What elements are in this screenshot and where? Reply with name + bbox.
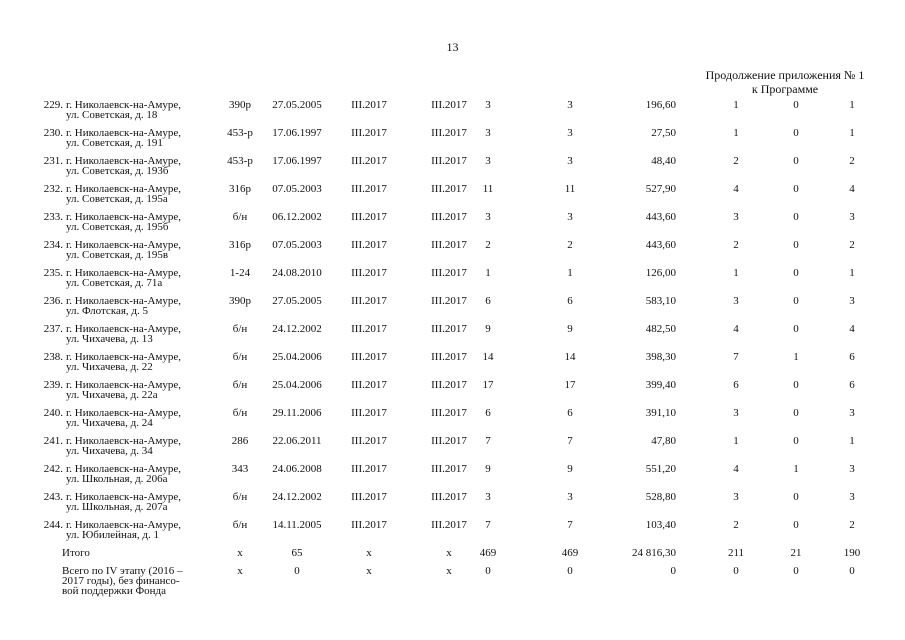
row-value-p2: 0 (793, 519, 799, 531)
row-document-number: б/н (232, 491, 248, 503)
row-value-a: 3 (485, 155, 491, 167)
stage-completion-date: х (446, 565, 452, 577)
row-value-p2: 0 (793, 183, 799, 195)
row-number: 241. (43, 435, 63, 447)
appendix-caption (690, 68, 880, 96)
row-value-b: 3 (567, 491, 573, 503)
row-document-number: б/н (232, 519, 248, 531)
row-value-p3: 6 (849, 379, 855, 391)
total-planned-date: х (366, 547, 372, 559)
row-number: 240. (43, 407, 63, 419)
row-value-p1: 2 (733, 519, 739, 531)
row-value-p1: 1 (733, 127, 739, 139)
row-document-number: б/н (232, 351, 248, 363)
total-value-a: 469 (479, 547, 497, 559)
row-value-a: 6 (485, 295, 491, 307)
row-document-date: 17.06.1997 (272, 155, 322, 167)
page-number: 13 (446, 40, 459, 54)
row-address (66, 436, 226, 456)
row-value-b: 3 (567, 99, 573, 111)
row-value-b: 7 (567, 435, 573, 447)
row-address (66, 408, 226, 428)
row-area: 196,60 (645, 99, 676, 111)
row-address (66, 520, 226, 540)
data-table (0, 98, 905, 608)
row-value-a: 7 (485, 519, 491, 531)
row-address (66, 156, 226, 176)
table-row (0, 378, 905, 406)
row-value-p2: 0 (793, 211, 799, 223)
table-row (0, 210, 905, 238)
address-line-1: г. Николаевск-на-Амуре, (66, 491, 181, 503)
address-line-1: г. Николаевск-на-Амуре, (66, 267, 181, 279)
table-row (0, 98, 905, 126)
stage-value-b: 0 (567, 565, 573, 577)
row-value-p3: 4 (849, 323, 855, 335)
address-line-1: г. Николаевск-на-Амуре, (66, 351, 181, 363)
row-area: 47,80 (651, 435, 676, 447)
table-row (0, 322, 905, 350)
row-value-p2: 0 (793, 127, 799, 139)
row-value-p1: 4 (733, 463, 739, 475)
address-line-1: г. Николаевск-на-Амуре, (66, 295, 181, 307)
row-document-number: 390р (229, 99, 251, 111)
address-line-2: ул. Чихачева, д. 24 (66, 417, 153, 429)
row-value-b: 17 (564, 379, 576, 391)
address-line-1: г. Николаевск-на-Амуре, (66, 519, 181, 531)
address-line-2: ул. Юбилейная, д. 1 (66, 529, 159, 541)
row-planned-date: III.2017 (351, 295, 387, 307)
row-number: 239. (43, 379, 63, 391)
row-value-b: 7 (567, 519, 573, 531)
row-value-b: 9 (567, 323, 573, 335)
row-value-a: 3 (485, 127, 491, 139)
total-label: Итого (62, 547, 90, 559)
row-completion-date: III.2017 (431, 183, 467, 195)
row-area: 399,40 (645, 379, 676, 391)
row-completion-date: III.2017 (431, 211, 467, 223)
stage-area: 0 (670, 565, 676, 577)
row-address (66, 212, 226, 232)
row-number: 235. (43, 267, 63, 279)
row-number: 242. (43, 463, 63, 475)
row-document-date: 07.05.2003 (272, 183, 322, 195)
stage-total-row (0, 564, 905, 608)
row-document-date: 07.05.2003 (272, 239, 322, 251)
row-value-p2: 0 (793, 323, 799, 335)
row-area: 391,10 (645, 407, 676, 419)
row-document-date: 17.06.1997 (272, 127, 322, 139)
row-value-a: 14 (482, 351, 494, 363)
row-value-b: 1 (567, 267, 573, 279)
row-number: 244. (43, 519, 63, 531)
row-address (66, 464, 226, 484)
row-value-p3: 3 (849, 295, 855, 307)
row-completion-date: III.2017 (431, 435, 467, 447)
row-address (66, 100, 226, 120)
row-number: 234. (43, 239, 63, 251)
row-value-a: 11 (482, 183, 494, 195)
row-address (66, 492, 226, 512)
stage-planned-date: х (366, 565, 372, 577)
address-line-1: г. Николаевск-на-Амуре, (66, 323, 181, 335)
table-row (0, 518, 905, 546)
row-value-p2: 0 (793, 99, 799, 111)
address-line-1: г. Николаевск-на-Амуре, (66, 379, 181, 391)
row-completion-date: III.2017 (431, 99, 467, 111)
row-number: 243. (43, 491, 63, 503)
row-completion-date: III.2017 (431, 323, 467, 335)
row-planned-date: III.2017 (351, 407, 387, 419)
address-line-2: ул. Советская, д. 195в (66, 249, 169, 261)
row-area: 126,00 (645, 267, 676, 279)
row-value-a: 6 (485, 407, 491, 419)
row-planned-date: III.2017 (351, 267, 387, 279)
row-document-date: 22.06.2011 (272, 435, 322, 447)
table-row (0, 294, 905, 322)
stage-label-line-3: вой поддержки Фонда (62, 585, 167, 597)
row-value-p1: 2 (733, 155, 739, 167)
row-value-p3: 2 (849, 239, 855, 251)
table-row (0, 182, 905, 210)
row-value-p2: 0 (793, 435, 799, 447)
row-value-b: 3 (567, 127, 573, 139)
row-value-p3: 1 (849, 435, 855, 447)
row-planned-date: III.2017 (351, 99, 387, 111)
row-value-p2: 1 (793, 351, 799, 363)
address-line-1: г. Николаевск-на-Амуре, (66, 99, 181, 111)
row-planned-date: III.2017 (351, 491, 387, 503)
row-value-p2: 0 (793, 379, 799, 391)
row-document-number: 453-р (227, 155, 253, 167)
row-document-date: 14.11.2005 (272, 519, 322, 531)
address-line-2: ул. Чихачева, д. 22а (66, 389, 158, 401)
row-value-a: 2 (485, 239, 491, 251)
total-document-date: 65 (291, 547, 303, 559)
row-value-p2: 0 (793, 239, 799, 251)
row-planned-date: III.2017 (351, 435, 387, 447)
total-value-p1: 211 (727, 547, 745, 559)
row-value-p1: 4 (733, 323, 739, 335)
row-planned-date: III.2017 (351, 127, 387, 139)
row-planned-date: III.2017 (351, 351, 387, 363)
row-planned-date: III.2017 (351, 379, 387, 391)
address-line-2: ул. Советская, д. 195а (66, 193, 168, 205)
row-container (0, 98, 905, 546)
row-value-a: 9 (485, 323, 491, 335)
address-line-2: ул. Советская, д. 191 (66, 137, 163, 149)
address-line-2: ул. Школьная, д. 206а (66, 473, 168, 485)
row-value-p3: 1 (849, 267, 855, 279)
total-document-number: х (237, 547, 243, 559)
row-value-a: 1 (485, 267, 491, 279)
row-area: 482,50 (645, 323, 676, 335)
row-area: 443,60 (645, 211, 676, 223)
address-line-1: г. Николаевск-на-Амуре, (66, 407, 181, 419)
row-document-number: б/н (232, 211, 248, 223)
row-document-date: 24.08.2010 (272, 267, 322, 279)
address-line-2: ул. Чихачева, д. 22 (66, 361, 153, 373)
row-completion-date: III.2017 (431, 379, 467, 391)
row-completion-date: III.2017 (431, 519, 467, 531)
row-value-p2: 0 (793, 295, 799, 307)
row-area: 103,40 (645, 519, 676, 531)
row-value-b: 3 (567, 155, 573, 167)
row-area: 398,30 (645, 351, 676, 363)
row-address (66, 380, 226, 400)
row-value-p2: 0 (793, 155, 799, 167)
row-completion-date: III.2017 (431, 267, 467, 279)
row-value-a: 3 (485, 211, 491, 223)
total-area: 24 816,30 (632, 547, 676, 559)
stage-label-line-1: Всего по IV этапу (2016 – (62, 565, 183, 577)
row-document-number: 316р (229, 239, 251, 251)
row-document-date: 29.11.2006 (272, 407, 322, 419)
row-value-b: 2 (567, 239, 573, 251)
row-planned-date: III.2017 (351, 519, 387, 531)
row-value-p3: 1 (849, 127, 855, 139)
stage-document-number: х (237, 565, 243, 577)
address-line-1: г. Николаевск-на-Амуре, (66, 211, 181, 223)
row-area: 527,90 (645, 183, 676, 195)
row-document-number: 453-р (227, 127, 253, 139)
row-area: 443,60 (645, 239, 676, 251)
row-document-date: 06.12.2002 (272, 211, 322, 223)
table-row (0, 266, 905, 294)
row-area: 551,20 (645, 463, 676, 475)
total-value-b: 469 (561, 547, 579, 559)
row-value-p3: 4 (849, 183, 855, 195)
total-completion-date: х (446, 547, 452, 559)
table-row (0, 462, 905, 490)
address-line-2: ул. Советская, д. 18 (66, 109, 158, 121)
row-address (66, 240, 226, 260)
row-area: 528,80 (645, 491, 676, 503)
row-value-p3: 6 (849, 351, 855, 363)
row-completion-date: III.2017 (431, 127, 467, 139)
row-document-number: 1-24 (229, 267, 251, 279)
row-planned-date: III.2017 (351, 323, 387, 335)
row-completion-date: III.2017 (431, 491, 467, 503)
address-line-2: ул. Советская, д. 195б (66, 221, 169, 233)
table-row (0, 350, 905, 378)
row-number: 237. (43, 323, 63, 335)
address-line-1: г. Николаевск-на-Амуре, (66, 239, 181, 251)
row-address (66, 296, 226, 316)
row-address (66, 184, 226, 204)
row-value-p1: 3 (733, 211, 739, 223)
row-document-number: б/н (232, 323, 248, 335)
row-value-p3: 2 (849, 519, 855, 531)
row-value-a: 17 (482, 379, 494, 391)
address-line-1: г. Николаевск-на-Амуре, (66, 127, 181, 139)
row-value-p1: 1 (733, 99, 739, 111)
row-value-p3: 1 (849, 99, 855, 111)
row-number: 229. (43, 99, 63, 111)
row-document-date: 25.04.2006 (272, 379, 322, 391)
table-row (0, 126, 905, 154)
row-address (66, 268, 226, 288)
row-document-date: 24.12.2002 (272, 491, 322, 503)
row-document-date: 24.12.2002 (272, 323, 322, 335)
row-value-p3: 3 (849, 491, 855, 503)
stage-value-p2: 0 (793, 565, 799, 577)
row-value-p1: 7 (733, 351, 739, 363)
row-value-b: 6 (567, 295, 573, 307)
row-document-date: 25.04.2006 (272, 351, 322, 363)
row-document-number: 343 (231, 463, 249, 475)
row-value-b: 14 (564, 351, 576, 363)
row-number: 232. (43, 183, 63, 195)
row-completion-date: III.2017 (431, 463, 467, 475)
row-value-p2: 0 (793, 407, 799, 419)
row-value-p1: 6 (733, 379, 739, 391)
row-value-a: 3 (485, 491, 491, 503)
address-line-2: ул. Флотская, д. 5 (66, 305, 149, 317)
row-document-date: 24.06.2008 (272, 463, 322, 475)
row-document-number: 390р (229, 295, 251, 307)
appendix-line-1: Продолжение приложения № 1 (705, 68, 865, 82)
stage-label-line-2: 2017 годы), без финансо- (62, 575, 180, 587)
address-line-2: ул. Советская, д. 71а (66, 277, 163, 289)
row-document-number: б/н (232, 407, 248, 419)
row-value-a: 3 (485, 99, 491, 111)
table-row (0, 238, 905, 266)
row-number: 233. (43, 211, 63, 223)
row-document-number: 316р (229, 183, 251, 195)
row-value-b: 9 (567, 463, 573, 475)
row-completion-date: III.2017 (431, 351, 467, 363)
row-value-b: 6 (567, 407, 573, 419)
table-row (0, 154, 905, 182)
row-value-p2: 1 (793, 463, 799, 475)
row-number: 230. (43, 127, 63, 139)
row-value-p1: 1 (733, 267, 739, 279)
row-value-p3: 3 (849, 407, 855, 419)
row-planned-date: III.2017 (351, 183, 387, 195)
row-address (66, 324, 226, 344)
row-value-b: 3 (567, 211, 573, 223)
row-value-b: 11 (564, 183, 576, 195)
address-line-1: г. Николаевск-на-Амуре, (66, 463, 181, 475)
row-area: 27,50 (651, 127, 676, 139)
total-value-p3: 190 (843, 547, 861, 559)
row-area: 583,10 (645, 295, 676, 307)
row-value-p3: 2 (849, 155, 855, 167)
row-value-p1: 3 (733, 491, 739, 503)
address-line-1: г. Николаевск-на-Амуре, (66, 183, 181, 195)
appendix-line-2: к Программе (751, 82, 819, 96)
address-line-2: ул. Школьная, д. 207а (66, 501, 168, 513)
total-row (0, 546, 905, 564)
stage-value-p3: 0 (849, 565, 855, 577)
row-document-date: 27.05.2005 (272, 295, 322, 307)
address-line-2: ул. Чихачева, д. 34 (66, 445, 153, 457)
stage-value-a: 0 (485, 565, 491, 577)
row-value-a: 7 (485, 435, 491, 447)
row-value-p1: 3 (733, 407, 739, 419)
row-value-p3: 3 (849, 211, 855, 223)
address-line-2: ул. Чихачева, д. 13 (66, 333, 153, 345)
row-planned-date: III.2017 (351, 211, 387, 223)
row-number: 238. (43, 351, 63, 363)
stage-value-p1: 0 (733, 565, 739, 577)
row-value-p1: 4 (733, 183, 739, 195)
row-completion-date: III.2017 (431, 239, 467, 251)
row-number: 236. (43, 295, 63, 307)
row-completion-date: III.2017 (431, 295, 467, 307)
row-value-p1: 3 (733, 295, 739, 307)
row-area: 48,40 (651, 155, 676, 167)
row-completion-date: III.2017 (431, 407, 467, 419)
row-address (66, 352, 226, 372)
row-document-number: б/н (232, 379, 248, 391)
table-row (0, 434, 905, 462)
row-value-p3: 3 (849, 463, 855, 475)
address-line-1: г. Николаевск-на-Амуре, (66, 155, 181, 167)
total-value-p2: 21 (790, 547, 802, 559)
row-completion-date: III.2017 (431, 155, 467, 167)
row-document-date: 27.05.2005 (272, 99, 322, 111)
stage-document-date: 0 (294, 565, 300, 577)
stage-total-label (62, 566, 192, 596)
row-planned-date: III.2017 (351, 463, 387, 475)
row-number: 231. (43, 155, 63, 167)
row-value-p2: 0 (793, 267, 799, 279)
row-value-a: 9 (485, 463, 491, 475)
table-row (0, 490, 905, 518)
row-planned-date: III.2017 (351, 239, 387, 251)
table-row (0, 406, 905, 434)
row-document-number: 286 (231, 435, 249, 447)
address-line-1: г. Николаевск-на-Амуре, (66, 435, 181, 447)
row-value-p1: 2 (733, 239, 739, 251)
address-line-2: ул. Советская, д. 193б (66, 165, 169, 177)
row-address (66, 128, 226, 148)
row-value-p1: 1 (733, 435, 739, 447)
row-value-p2: 0 (793, 491, 799, 503)
row-planned-date: III.2017 (351, 155, 387, 167)
